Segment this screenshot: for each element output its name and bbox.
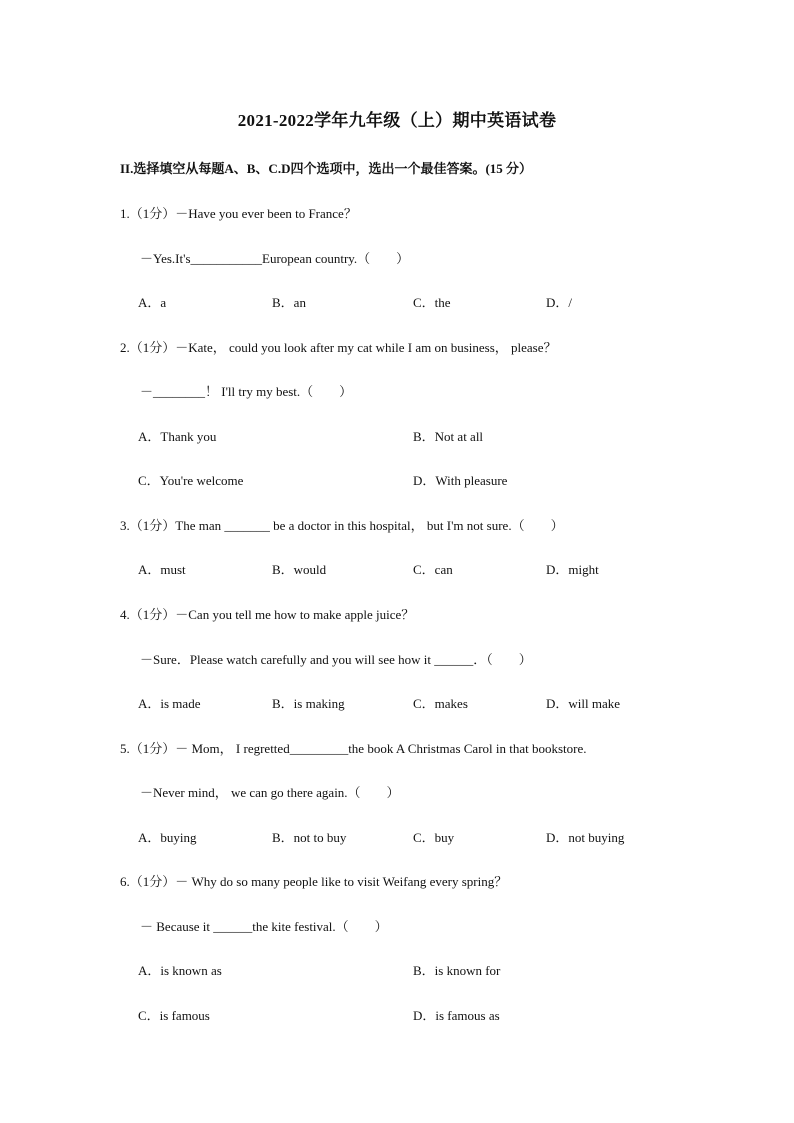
question-6-reply: － Because it ______the kite festival.（ ） bbox=[140, 919, 388, 934]
section-heading: II.选择填空从每题A、B、C.D四个选项中，选出一个最佳答案。(15 分） bbox=[120, 161, 533, 176]
question-3-stem: 3.（1分）The man _______ be a doctor in this hospital， but I'm not sure.（ ） bbox=[120, 518, 564, 533]
question-6-option-a: A．is known as bbox=[138, 963, 222, 978]
question-2-option-d: D．With pleasure bbox=[413, 473, 508, 488]
question-1-option-b: B．an bbox=[272, 295, 306, 310]
question-3-option-b: B．would bbox=[272, 562, 327, 577]
question-4-option-b: B．is making bbox=[272, 696, 345, 711]
question-1-option-a: A．a bbox=[138, 295, 167, 310]
question-1-option-d: D．/ bbox=[546, 295, 573, 310]
question-5-option-b: B．not to buy bbox=[272, 830, 347, 845]
question-4-option-a: A．is made bbox=[138, 696, 201, 711]
question-5-option-d: D．not buying bbox=[546, 830, 625, 845]
question-6-option-c: C．is famous bbox=[138, 1008, 210, 1023]
question-1-reply: －Yes.It's___________European country.（ ） bbox=[140, 251, 410, 266]
question-2-option-a: A．Thank you bbox=[138, 429, 217, 444]
question-2-reply: －________！ I'll try my best.（ ） bbox=[140, 384, 353, 399]
question-2-option-b: B．Not at all bbox=[413, 429, 484, 444]
question-4-option-d: D．will make bbox=[546, 696, 621, 711]
question-4-reply: －Sure．Please watch carefully and you will see how it ______．（ ） bbox=[140, 652, 532, 667]
question-5-stem: 5.（1分）－ Mom， I regretted_________the book A Christmas Carol in that bookstore. bbox=[120, 741, 587, 756]
question-1-stem: 1.（1分）－Have you ever been to France？ bbox=[120, 206, 357, 221]
question-1-option-c: C．the bbox=[413, 295, 451, 310]
exam-title: 2021-2022学年九年级（上）期中英语试卷 bbox=[237, 111, 557, 130]
question-3-option-a: A．must bbox=[138, 562, 186, 577]
question-3-option-c: C．can bbox=[413, 562, 453, 577]
question-4-option-c: C．makes bbox=[413, 696, 468, 711]
question-2-stem: 2.（1分）－Kate， could you look after my cat while I am on business， please？ bbox=[120, 340, 557, 355]
question-6-stem: 6.（1分）－ Why do so many people like to visit Weifang every spring？ bbox=[120, 874, 508, 889]
question-2-option-c: C．You're welcome bbox=[138, 473, 244, 488]
question-5-option-c: C．buy bbox=[413, 830, 455, 845]
question-6-option-d: D．is famous as bbox=[413, 1008, 500, 1023]
question-3-option-d: D．might bbox=[546, 562, 599, 577]
question-5-reply: －Never mind， we can go there again.（ ） bbox=[140, 785, 400, 800]
question-4-stem: 4.（1分）－Can you tell me how to make apple juice？ bbox=[120, 607, 415, 622]
question-5-option-a: A．buying bbox=[138, 830, 197, 845]
question-6-option-b: B．is known for bbox=[413, 963, 501, 978]
